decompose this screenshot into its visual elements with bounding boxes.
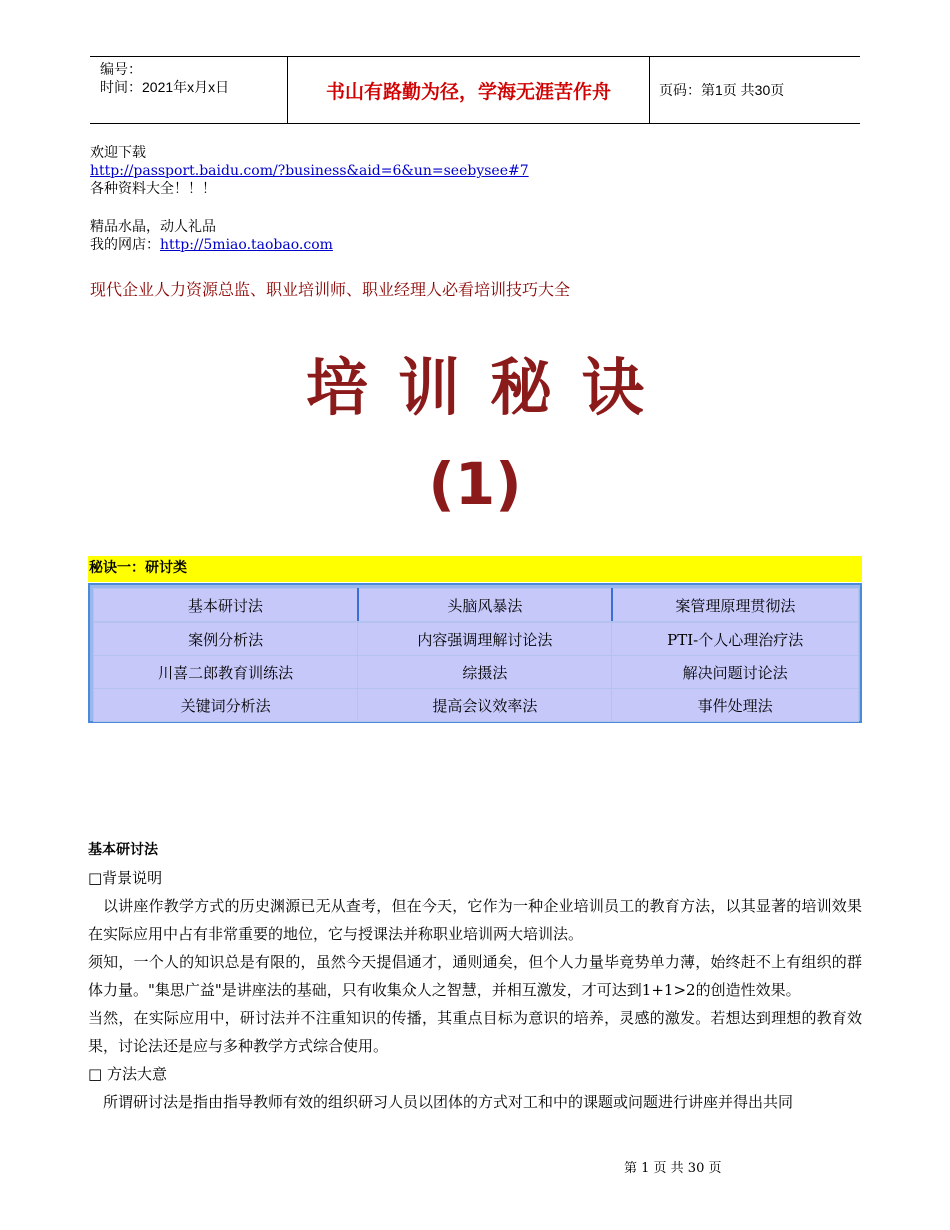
table-cell: 关键词分析法 xyxy=(94,689,358,722)
header-page-info: 页码：第1页 共30页 xyxy=(659,82,785,98)
methods-table xyxy=(93,588,859,722)
shop-label: 我的网店： xyxy=(90,237,160,253)
crystal-text: 精品水晶，动人礼品 xyxy=(90,219,216,235)
table-cell: 解决问题讨论法 xyxy=(612,656,859,689)
table-cell: 头脑风暴法 xyxy=(358,589,612,623)
materials-text: 各种资料大全！！！ xyxy=(90,181,216,197)
shop-link[interactable]: http://5miao.taobao.com xyxy=(160,237,333,253)
page-footer: 第 1 页 共 30 页 xyxy=(624,1161,722,1176)
number-label: 编号： xyxy=(100,61,142,77)
header-meta xyxy=(90,57,287,123)
table-cell: 案例分析法 xyxy=(94,622,358,656)
table-cell: 川喜二郎教育训练法 xyxy=(94,656,358,689)
table-cell: 案管理原理贯彻法 xyxy=(612,589,859,623)
paragraph: 以讲座作教学方式的历史渊源已无从查考，但在今天，它作为一种企业培训员工的教育方法，以其显著的培训效果在实际应用中占有非常重要的地位，它与授课法并称职业培训两大培训法。 xyxy=(88,897,862,943)
document-subtitle: 现代企业人力资源总监、职业培训师、职业经理人必看培训技巧大全 xyxy=(90,280,571,299)
table-cell: 提高会议效率法 xyxy=(358,689,612,722)
body-text xyxy=(88,836,862,1116)
part-number: (1) xyxy=(428,450,522,518)
header-table xyxy=(90,56,860,124)
shop-line xyxy=(90,236,529,254)
paragraph: 所谓研讨法是指由指导教师有效的组织研习人员以团体的方式对工和中的课题或问题进行讲座并得出共同 xyxy=(103,1093,794,1111)
section-bar: 秘诀一：研讨类 xyxy=(88,556,862,582)
method-label: □ 方法大意 xyxy=(88,1065,167,1083)
paragraph: 须知，一个人的知识总是有限的，虽然今天提倡通才，通则通矣，但个人力量毕竟势单力薄，始终赶不上有组织的群体力量。"集思广益"是讲座法的基础，只有收集众人之智慧，并相互激发，才可达到1+1>2的创造性效果。 xyxy=(88,953,862,999)
document-title: 培训秘诀 xyxy=(305,351,674,424)
date-label: 时间：2021年x月x日 xyxy=(100,79,230,95)
table-row xyxy=(94,689,859,722)
table-row xyxy=(94,589,859,623)
table-cell: 综摄法 xyxy=(358,656,612,689)
section-heading: 基本研讨法 xyxy=(88,842,158,858)
table-cell: PTI-个人心理治疗法 xyxy=(612,622,859,656)
welcome-text: 欢迎下载 xyxy=(90,145,146,161)
intro-block xyxy=(90,144,529,254)
paragraph: 当然，在实际应用中，研讨法并不注重知识的传播，其重点目标为意识的培养，灵感的激发。若想达到理想的教育效果，讨论法还是应与多种教学方式综合使用。 xyxy=(88,1009,862,1055)
header-motto: 书山有路勤为径，学海无涯苦作舟 xyxy=(287,57,650,123)
table-row xyxy=(94,656,859,689)
table-cell: 基本研讨法 xyxy=(94,589,358,623)
table-cell: 内容强调理解讨论法 xyxy=(358,622,612,656)
methods-table-frame xyxy=(88,583,862,723)
background-label: □背景说明 xyxy=(88,869,163,887)
table-row xyxy=(94,622,859,656)
download-link[interactable]: http://passport.baidu.com/?business&aid=6&un=seebysee#7 xyxy=(90,163,529,179)
table-cell: 事件处理法 xyxy=(612,689,859,722)
